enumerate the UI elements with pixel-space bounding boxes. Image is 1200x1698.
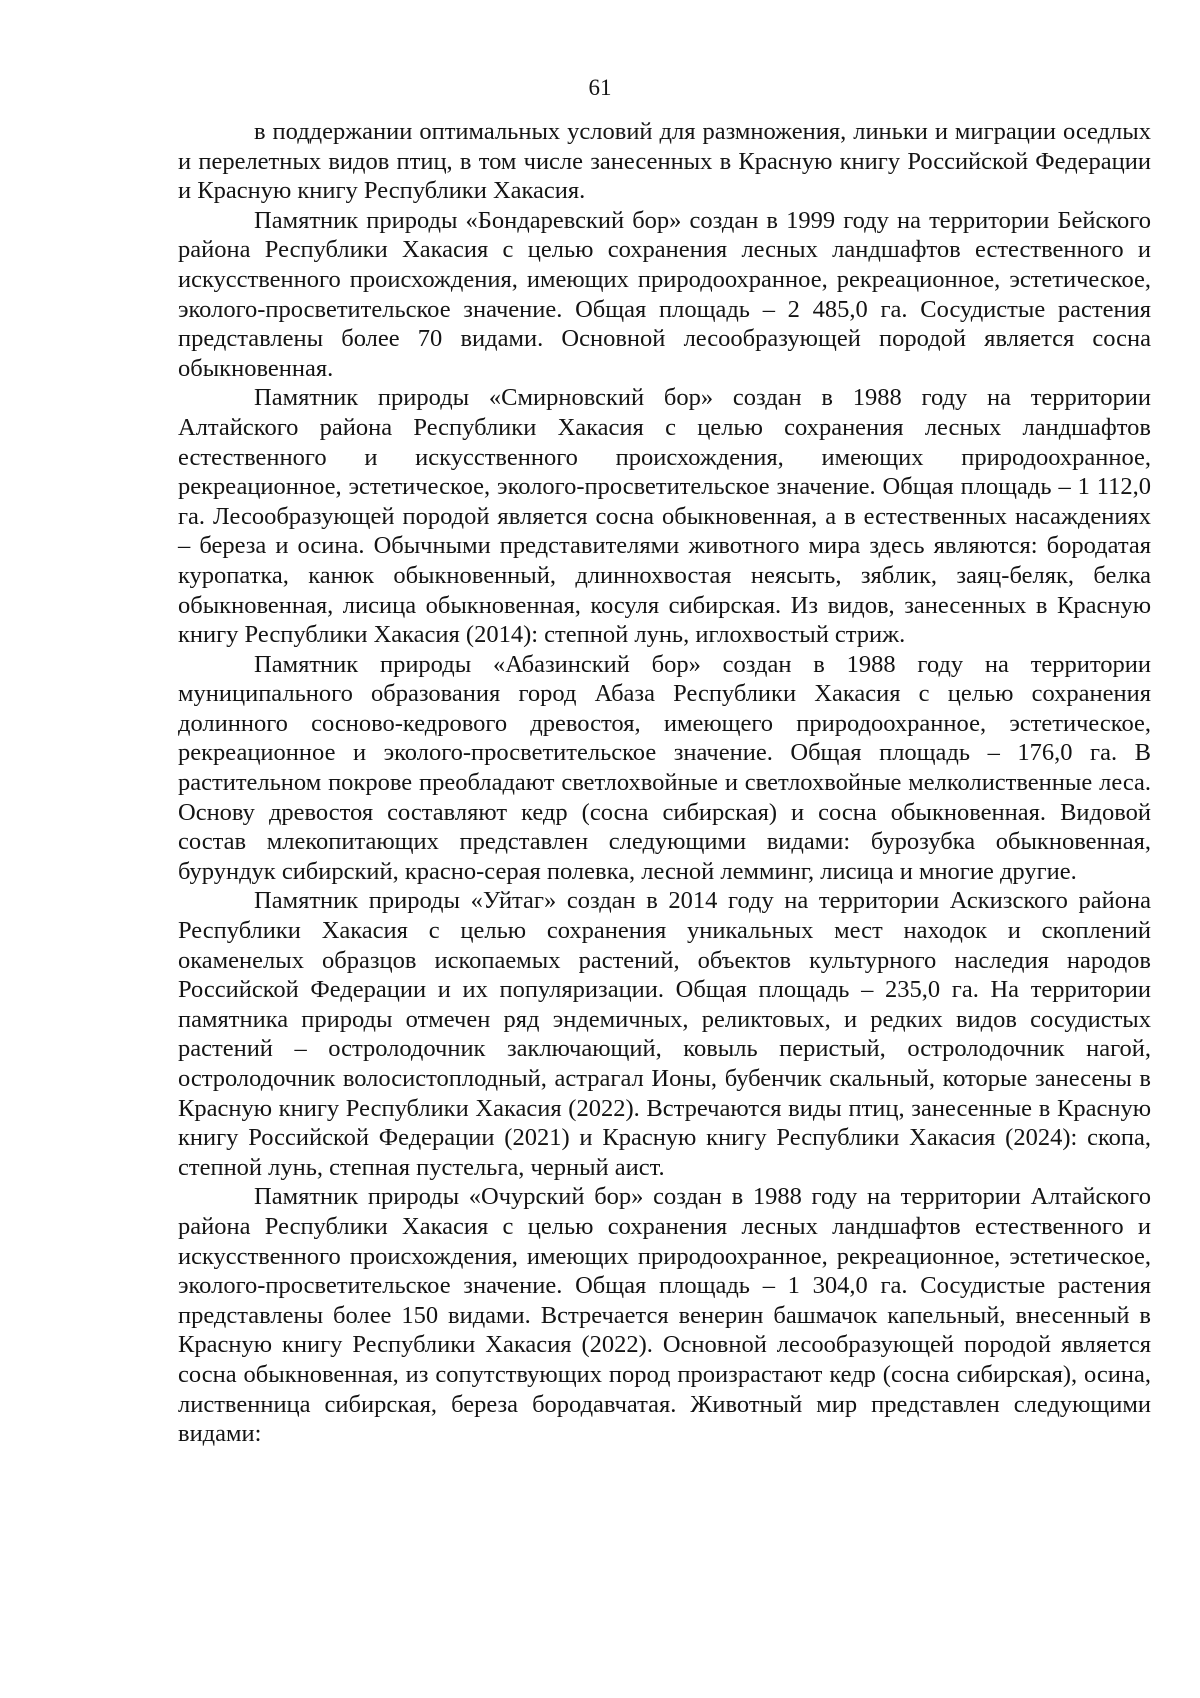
page-number: 61	[588, 75, 612, 100]
document-body	[178, 117, 1151, 1449]
paragraph-smirnovsky-bor: Памятник природы «Смирновский бор» создан в 1988 году на территории Алтайского района Республики Хакасия с целью сохранения лесных ландшафтов естественного и искусственного происхождения, имеющих природоохранное, рекреационное, эстетическое, эколого-просветительское значение. Общая площадь – 1 112,0 га. Лесообразующей породой является сосна обыкновенная, а в естественных насаждениях – береза и осина. Обычными представителями животного мира здесь являются: бородатая куропатка, канюк обыкновенный, длиннохвостая неясыть, зяблик, заяц-беляк, белка обыкновенная, лисица обыкновенная, косуля сибирская. Из видов, занесенных в Красную книгу Республики Хакасия (2014): степной лунь, иглохвостый стриж.	[178, 384, 1151, 649]
paragraph-continuation: в поддержании оптимальных условий для размножения, линьки и миграции оседлых и перелетных видов птиц, в том числе занесенных в Красную книгу Российской Федерации и Красную книгу Республики Хакасия.	[178, 118, 1151, 205]
paragraph-uitag: Памятник природы «Уйтаг» создан в 2014 году на территории Аскизского района Республики Хакасия с целью сохранения уникальных мест находок и скоплений окаменелых образцов ископаемых растений, объектов культурного наследия народов Российской Федерации и их популяризации. Общая площадь – 235,0 га. На территории памятника природы отмечен ряд эндемичных, реликтовых, и редких видов сосудистых растений – остролодочник заключающий, ковыль перистый, остролодочник нагой, остролодочник волосистоплодный, астрагал Ионы, бубенчик скальный, которые занесены в Красную книгу Республики Хакасия (2022). Встречаются виды птиц, занесенные в Красную книгу Российской Федерации (2021) и Красную книгу Республики Хакасия (2024): скопа, степной лунь, степная пустельга, черный аист.	[178, 887, 1151, 1181]
paragraph-bondarevsky-bor: Памятник природы «Бондаревский бор» создан в 1999 году на территории Бейского района Республики Хакасия с целью сохранения лесных ландшафтов естественного и искусственного происхождения, имеющих природоохранное, рекреационное, эстетическое, эколого-просветительское значение. Общая площадь – 2 485,0 га. Сосудистые растения представлены более 70 видами. Основной лесообразующей породой является сосна обыкновенная.	[178, 206, 1151, 382]
paragraph-abazinsky-bor: Памятник природы «Абазинский бор» создан в 1988 году на территории муниципального образования город Абаза Республики Хакасия с целью сохранения долинного сосново-кедрового древостоя, имеющего природоохранное, эстетическое, рекреационное и эколого-просветительское значение. Общая площадь – 176,0 га. В растительном покрове преобладают светлохвойные и светлохвойные мелколиственные леса. Основу древостоя составляют кедр (сосна сибирская) и сосна обыкновенная. Видовой состав млекопитающих представлен следующими видами: бурозубка обыкновенная, бурундук сибирский, красно-серая полевка, лесной лемминг, лисица и многие другие.	[178, 650, 1151, 885]
paragraph-ochursky-bor: Памятник природы «Очурский бор» создан в 1988 году на территории Алтайского района Республики Хакасия с целью сохранения лесных ландшафтов естественного и искусственного происхождения, имеющих природоохранное, рекреационное, эстетическое, эколого-просветительское значение. Общая площадь – 1 304,0 га. Сосудистые растения представлены более 150 видами. Встречается венерин башмачок капельный, внесенный в Красную книгу Республики Хакасия (2022). Основной лесообразующей породой является сосна обыкновенная, из сопутствующих пород произрастают кедр (сосна сибирская), осина, лиственница сибирская, береза бородавчатая. Животный мир представлен следующими видами:	[178, 1183, 1151, 1448]
